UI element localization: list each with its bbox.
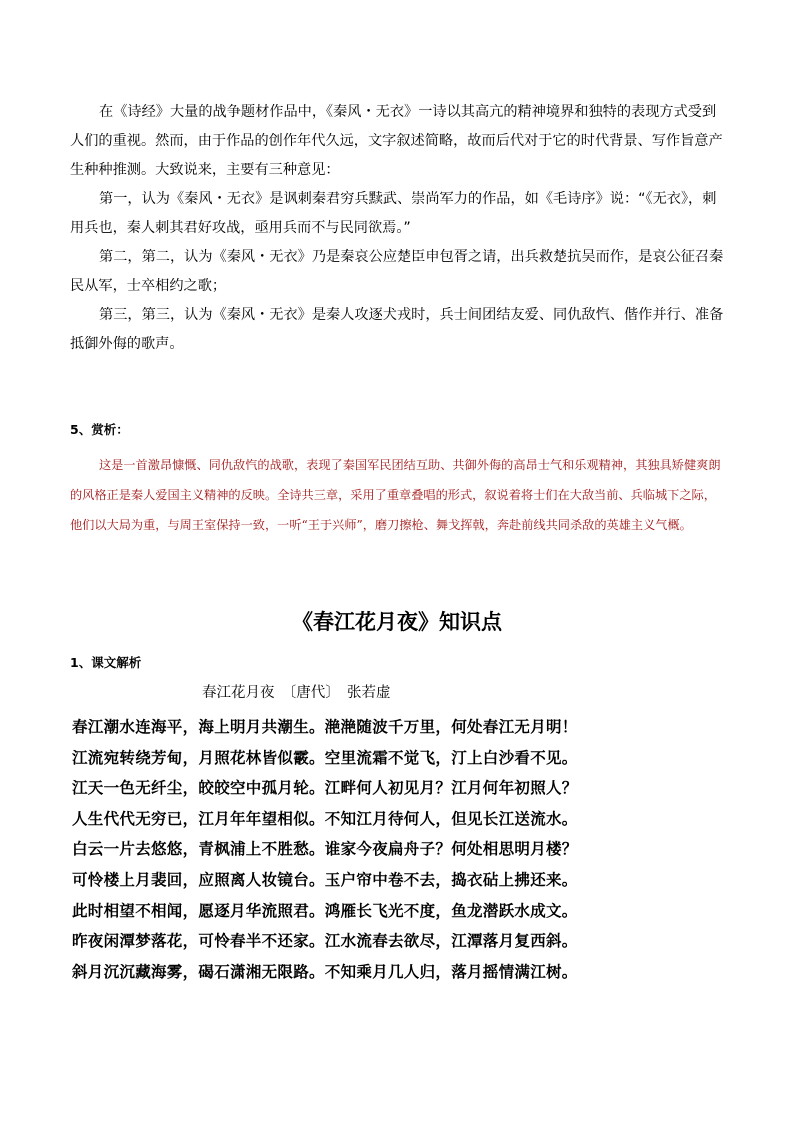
poem-heading: 春江花月夜 〔唐代〕 张若虚 [202,685,391,701]
appreciation-text: 这是一首激昂慷慨、同仇敌忾的战歌，表现了秦国军民团结互助、共御外侮的高昂士气和乐观精神，其独具矫健爽朗的风格正是秦人爱国主义精神的反映。全诗共三章，采用了重章叠唱的形式，叙说着将士们在大敌当前、兵临城下之际，他们以大局为重，与周王室保持一致，一听“王于兴师”，磨刀擦枪、舞戈挥戟，奔赴前线共同杀敌的英雄主义气概。 [70,458,721,532]
poem-text [72,712,732,987]
poem-line: 人生代代无穷已，江月年年望相似。不知江月待何人，但见长江送流水。 [72,809,578,828]
poem-line: 昨夜闲潭梦落花，可怜春半不还家。江水流春去欲尽，江潭落月复西斜。 [72,932,578,951]
intro-paragraph-4: 第三，第三，认为《秦风・无衣》是秦人攻逐犬戎时，兵士间团结友爱、同仇敌忾、偕作并行、准备抵御外侮的歌声。 [70,307,724,352]
poem-line: 江天一色无纤尘，皎皎空中孤月轮。江畔何人初见月？江月何年初照人？ [72,779,578,798]
poem-line: 春江潮水连海平，海上明月共潮生。滟滟随波千万里，何处春江无月明！ [72,718,578,736]
intro-paragraph-3: 第二，第二，认为《秦风・无衣》乃是秦哀公应楚臣申包胥之请，出兵救楚抗吴而作，是哀公征召秦民从军，士卒相约之歌； [70,249,724,294]
intro-paragraph-2: 第一，认为《秦风・无衣》是讽刺秦君穷兵黩武、崇尚军力的作品，如《毛诗序》说：“《无衣》，刺用兵也，秦人刺其君好攻战，亟用兵而不与民同欲焉。” [70,191,717,236]
page-title: 《春江花月夜》知识点 [292,610,502,634]
poem-line: 可怜楼上月裴回，应照离人妆镜台。玉户帘中卷不去，捣衣砧上拂还来。 [72,870,578,889]
intro-paragraph-1: 在《诗经》大量的战争题材作品中，《秦风・无衣》一诗以其高亢的精神境界和独特的表现方式受到人们的重视。然而，由于作品的创作年代久远，文字叙述简略，故而后代对于它的时代背景、写作旨意产生种种推测。大致说来，主要有三种意见： [70,104,723,178]
poem-line: 斜月沉沉藏海雾，碣石潇湘无限路。不知乘月几人归，落月摇情满江树。 [72,962,578,981]
poem-line: 此时相望不相闻，愿逐月华流照君。鸿雁长飞光不度，鱼龙潜跃水成文。 [72,901,578,920]
poem-line: 白云一片去悠悠，青枫浦上不胜愁。谁家今夜扁舟子？何处相思明月楼？ [72,840,578,859]
intro-section [70,98,730,359]
lesson-section-heading: 1、课文解析 [70,655,142,670]
appreciation-heading: 5、赏析： [70,422,129,437]
poem-line: 江流宛转绕芳甸，月照花林皆似霰。空里流霜不觉飞，汀上白沙看不见。 [72,748,578,767]
